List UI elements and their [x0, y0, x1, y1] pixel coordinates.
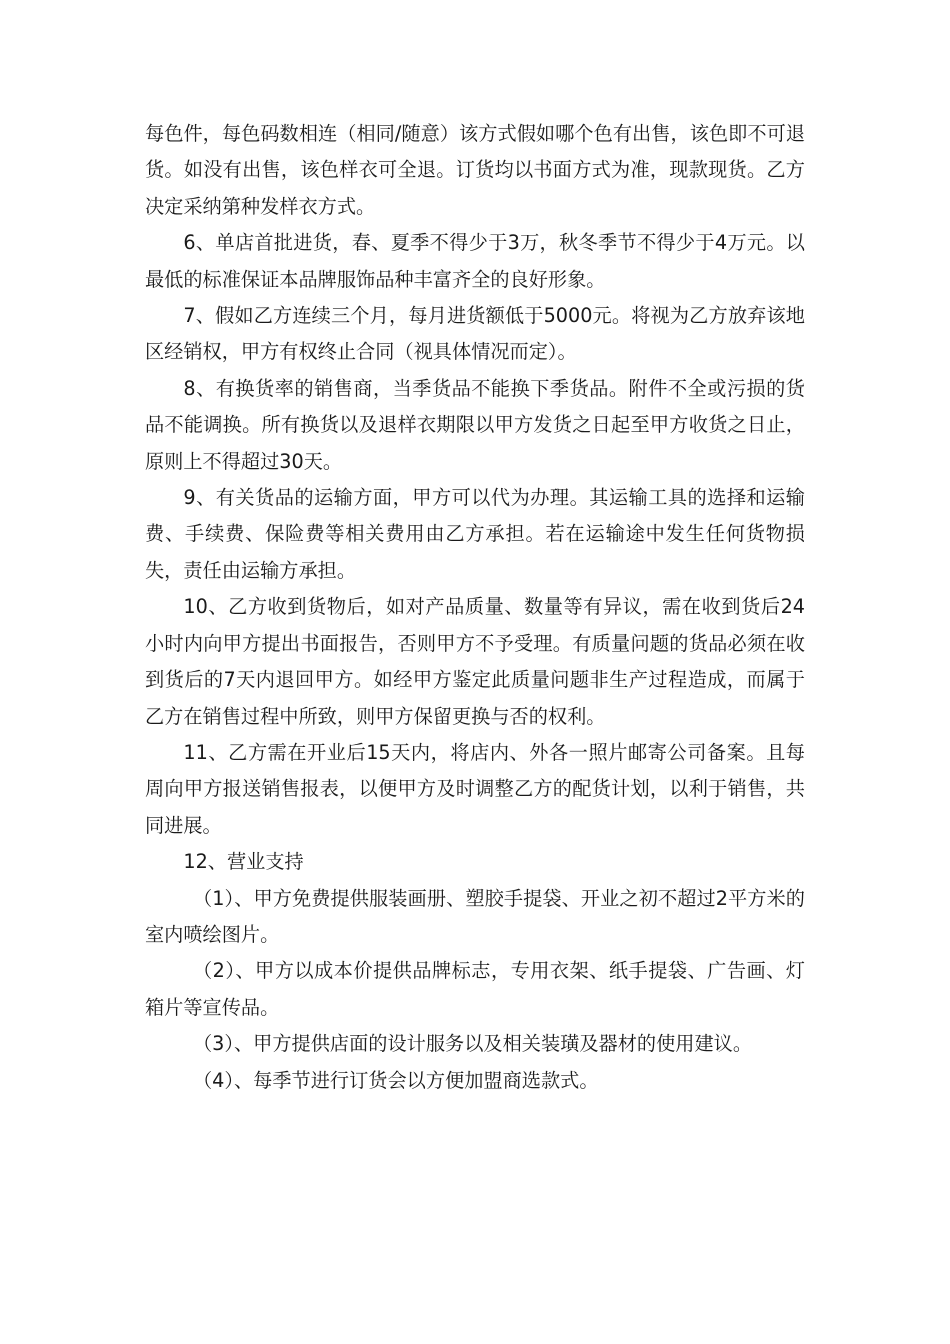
paragraph-item-12-heading: 12、营业支持	[183, 850, 304, 874]
paragraph-item-10: 10、乙方收到货物后，如对产品质量、数量等有异议，需在收到货后24小时内向甲方提出书面报告，否则甲方不予受理。有质量问题的货品必须在收到货后的7天内退回甲方。如经甲方鉴定此质量问题非生产过程造成，而属于乙方在销售过程中所致，则甲方保留更换与否的权利。	[145, 595, 805, 728]
paragraph-item-9: 9、有关货品的运输方面，甲方可以代为办理。其运输工具的选择和运输费、手续费、保险费等相关费用由乙方承担。若在运输途中发生任何货物损失，责任由运输方承担。	[145, 486, 805, 582]
document-body	[145, 116, 805, 1099]
paragraph-item-12-2: （2）、甲方以成本价提供品牌标志，专用衣架、纸手提袋、广告画、灯箱片等宣传品。	[145, 959, 805, 1019]
paragraph-item-12-4: （4）、每季节进行订货会以方便加盟商选款式。	[193, 1068, 599, 1092]
paragraph-item-8: 8、有换货率的销售商，当季货品不能换下季货品。附件不全或污损的货品不能调换。所有换货以及退样衣期限以甲方发货之日起至甲方收货之日止，原则上不得超过30天。	[145, 376, 805, 473]
paragraph-item-6: 6、单店首批进货，春、夏季不得少于3万，秋冬季节不得少于4万元。以最低的标准保证本品牌服饰品种丰富齐全的良好形象。	[145, 231, 805, 291]
paragraph-item-12-3: （3）、甲方提供店面的设计服务以及相关装璜及器材的使用建议。	[193, 1032, 753, 1056]
paragraph-item-12-1: （1）、甲方免费提供服装画册、塑胶手提袋、开业之初不超过2平方米的室内喷绘图片。	[145, 886, 805, 946]
paragraph-item-11: 11、乙方需在开业后15天内，将店内、外各一照片邮寄公司备案。且每周向甲方报送销售报表，以便甲方及时调整乙方的配货计划，以利于销售，共同进展。	[145, 740, 805, 837]
paragraph-item-7: 7、假如乙方连续三个月，每月进货额低于5000元。将视为乙方放弃该地区经销权，甲方有权终止合同（视具体情况而定）。	[145, 304, 805, 364]
paragraph-continued: 每色件，每色码数相连（相同/随意）该方式假如哪个色有出售，该色即不可退货。如没有出售，该色样衣可全退。订货均以书面方式为准，现款现货。乙方决定采纳第种发样衣方式。	[145, 122, 805, 218]
